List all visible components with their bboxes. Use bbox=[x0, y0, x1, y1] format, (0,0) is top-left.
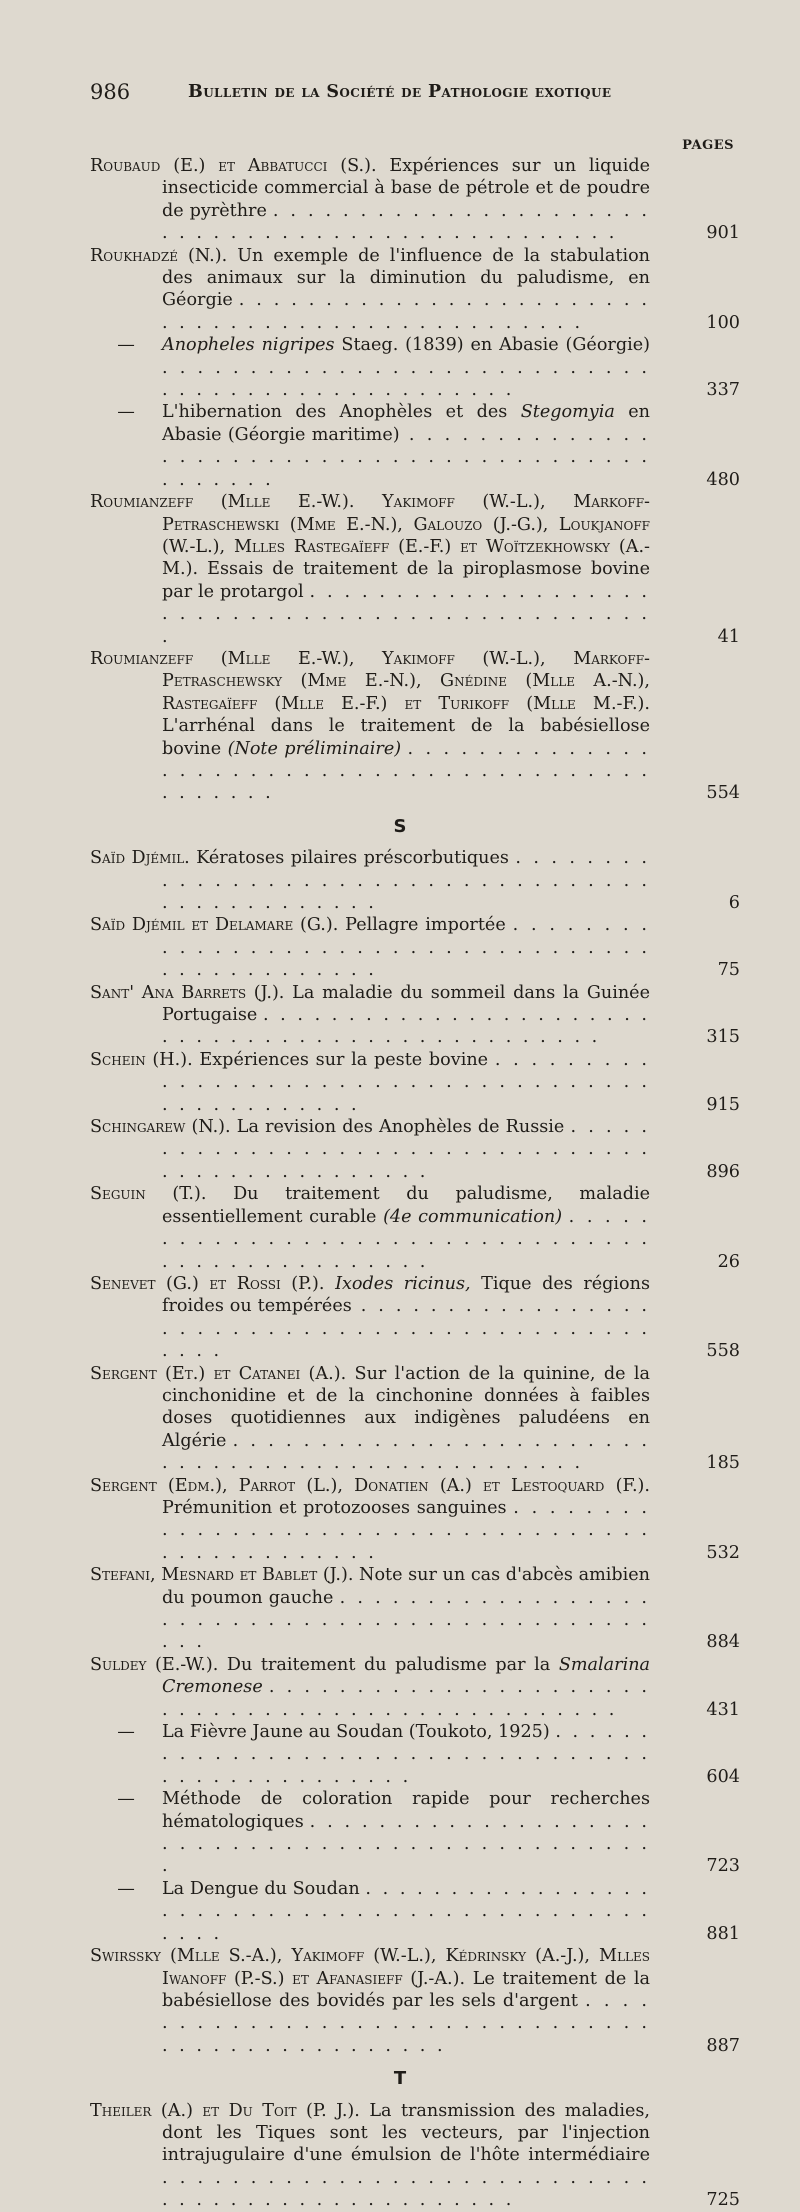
index-entry bbox=[90, 1183, 740, 1273]
entry-authors: Sant' Ana Barrets (J.). bbox=[90, 982, 285, 1003]
entry-title-text: La Dengue du Soudan bbox=[162, 1878, 360, 1899]
entry-title-text: La maladie du sommeil dans la Guinée Portugaise bbox=[162, 982, 650, 1026]
entry-title-suffix: Staeg. (1839) en Abasie (Géorgie) bbox=[341, 335, 650, 356]
entry-authors: Theiler (A.) et Du Toit (P. J.). bbox=[90, 2100, 360, 2121]
pages-column-label: PAGES bbox=[682, 138, 734, 153]
entry-page-number: 915 bbox=[706, 1094, 740, 1115]
entry-title-text: La revision des Anophèles de Russie bbox=[236, 1117, 565, 1138]
entry-title-italic: Stegomyia bbox=[520, 402, 615, 423]
index-entry bbox=[90, 847, 740, 914]
ditto-dash: — bbox=[117, 1878, 135, 1899]
entry-title-text: Pellagre importée bbox=[345, 915, 506, 936]
entry-page-number: 337 bbox=[706, 380, 740, 401]
entry-page-number: 532 bbox=[706, 1542, 740, 1563]
entry-page-number: 6 bbox=[728, 893, 740, 913]
entry-title-text: Essais de traitement de la piroplasmose bovine par le protargol bbox=[162, 559, 650, 602]
entry-title-text: Kératoses pilaires préscorbutiques bbox=[196, 848, 509, 869]
entry-title-italic: (4e communication) bbox=[383, 1206, 563, 1227]
running-head bbox=[90, 80, 740, 114]
entry-authors: Roumianzeff (Mlle E.-W.), Yakimoff (W.-L.), Markoff-Petraschewsky (Mme E.-N.), Gnédine (Mlle A.-N.), Rastegaïeff (Mlle E.-F.) et Turikoff (Mlle M.-F.). bbox=[90, 648, 650, 714]
entry-authors: Suldey (E.-W.). bbox=[90, 1654, 219, 1675]
ditto-dash: — bbox=[117, 1789, 135, 1810]
entry-title-text: Sur l'action de la quinine, de la cinchonidine et de la cinchonine données à faibles doses quotidiennes aux indigènes paludéens en Algérie bbox=[162, 1363, 650, 1451]
entry-title bbox=[162, 1655, 650, 1720]
index-entry bbox=[90, 648, 740, 805]
entry-authors: Roumianzeff (Mlle E.-W.). Yakimoff (W.-L.), Markoff-Petraschewski (Mme E.-N.), Galouzo (J.-G.), Loukjanoff (W.-L.), Mlles Rastegaïeff (E.-F.) et Woïtzekhowsky (A.-M.). bbox=[90, 492, 650, 580]
entry-title-text: Note sur un cas d'abcès amibien du poumon gauche bbox=[162, 1565, 651, 1608]
entry-title-text: Expériences sur un liquide insecticide commercial à base de pétrole et de poudre de pyrèthre bbox=[162, 156, 651, 221]
entry-title bbox=[162, 716, 650, 803]
entry-page-number: 100 bbox=[706, 312, 740, 333]
entry-title-italic: (Note préliminaire) bbox=[227, 738, 402, 759]
index-entry bbox=[90, 1654, 740, 1721]
entry-title bbox=[162, 1879, 650, 1944]
entry-authors: Roubaud (E.) et Abbatucci (S.). bbox=[90, 156, 377, 176]
index-entry bbox=[90, 1273, 740, 1363]
entry-title-text: Le traitement de la babésiellose des bovidés par les sels d'argent bbox=[162, 1968, 650, 2011]
index-entry bbox=[90, 914, 740, 981]
entry-authors: Schingarew (N.). bbox=[90, 1117, 231, 1138]
index-entry bbox=[90, 1475, 740, 1565]
entry-page-number: 41 bbox=[717, 626, 740, 647]
entry-page-number: 884 bbox=[706, 1632, 740, 1653]
entry-page-number: 431 bbox=[706, 1699, 740, 1720]
entry-title-text: L'arrhénal dans le traitement de la babésiellose bovine bbox=[162, 716, 650, 759]
entry-title bbox=[162, 1722, 650, 1787]
entry-title-text: L'hibernation des Anophèles et des bbox=[162, 402, 508, 423]
index-entry bbox=[90, 1564, 740, 1654]
entry-title-text: Expériences sur la peste bovine bbox=[199, 1049, 489, 1070]
entry-page-number: 901 bbox=[706, 223, 740, 244]
entry-title-italic: Anopheles nigripes bbox=[162, 335, 335, 356]
entry-authors: Senevet (G.) et Rossi (P.). bbox=[90, 1273, 325, 1294]
entry-authors: Roukhadzé (N.). bbox=[90, 245, 228, 266]
entry-authors: Sergent (Et.) et Catanei (A.). bbox=[90, 1363, 347, 1384]
entry-title bbox=[162, 559, 650, 646]
page-number: 986 bbox=[90, 80, 131, 104]
index-entry bbox=[90, 1878, 740, 1945]
entry-page-number: 26 bbox=[717, 1251, 740, 1272]
entry-page-number: 185 bbox=[706, 1453, 740, 1474]
index-entry bbox=[90, 155, 740, 245]
section-letter: T bbox=[393, 2068, 407, 2090]
section-letter: S bbox=[393, 815, 407, 837]
entry-title bbox=[162, 246, 650, 333]
entry-authors: Saïd Djémil. bbox=[90, 848, 190, 869]
index-entry bbox=[90, 491, 740, 648]
entry-title bbox=[162, 1050, 650, 1115]
index-entry bbox=[90, 1363, 740, 1475]
entry-title-text: Du traitement du paludisme par la bbox=[226, 1654, 551, 1675]
entry-page-number: 315 bbox=[706, 1027, 740, 1048]
entry-title-text: Prémunition et protozooses sanguines bbox=[162, 1497, 507, 1518]
entry-page-number: 75 bbox=[717, 960, 740, 981]
journal-title: Bulletin de la Société de Pathologie exotique bbox=[188, 82, 612, 102]
entry-title-italic: Ixodes ricinus, bbox=[335, 1273, 471, 1294]
entry-authors: Sergent (Edm.), Parrot (L.), Donatien (A.) et Lestoquard (F.). bbox=[90, 1475, 650, 1496]
entry-page-number: 604 bbox=[706, 1766, 740, 1787]
index-entry bbox=[90, 1721, 740, 1788]
entry-title bbox=[162, 1184, 650, 1271]
entry-title bbox=[162, 402, 650, 489]
entry-title bbox=[162, 1117, 650, 1182]
index-entry bbox=[90, 245, 740, 335]
entry-page-number: 723 bbox=[706, 1856, 740, 1877]
index-entry bbox=[90, 982, 740, 1049]
index-entry bbox=[90, 1116, 740, 1183]
entry-page-number: 480 bbox=[706, 469, 740, 490]
entry-title-text: La Fièvre Jaune au Soudan (Toukoto, 1925) bbox=[162, 1722, 550, 1743]
author-index bbox=[90, 155, 740, 2212]
entry-title-text: Méthode de coloration rapide pour recherches hématologiques bbox=[162, 1789, 650, 1832]
index-entry bbox=[90, 1049, 740, 1116]
entry-authors: Saïd Djémil et Delamare (G.). bbox=[90, 915, 339, 936]
index-entry bbox=[90, 2100, 740, 2212]
ditto-dash: — bbox=[117, 1722, 135, 1743]
entry-authors: Schein (H.). bbox=[90, 1049, 193, 1070]
entry-page-number: 881 bbox=[706, 1923, 740, 1944]
entry-page-number: 887 bbox=[706, 2035, 740, 2056]
ditto-dash: — bbox=[117, 335, 135, 356]
index-entry bbox=[90, 1788, 740, 1878]
entry-authors: Seguin (T.). bbox=[90, 1184, 207, 1205]
entry-title-suffix: en Abasie (Géorgie maritime) bbox=[162, 402, 651, 445]
entry-authors: Stefani, Mesnard et Bablet (J.). bbox=[90, 1565, 354, 1586]
entry-page-number: 896 bbox=[706, 1161, 740, 1182]
entry-authors: Swirssky (Mlle S.-A.), Yakimoff (W.-L.), Kédrinsky (A.-J.), Mlles Iwanoff (P.-S.) et Afanasieff (J.-A.). bbox=[90, 1946, 650, 1989]
entry-title-italic: Smalarina Cremonese bbox=[162, 1654, 651, 1698]
entry-page-number: 558 bbox=[706, 1341, 740, 1362]
entry-page-number: 554 bbox=[706, 783, 740, 804]
entry-page-number: 725 bbox=[706, 2190, 740, 2211]
entry-title bbox=[162, 1789, 650, 1876]
entry-title bbox=[162, 335, 650, 400]
entry-title-suffix: Tique des régions froides ou tempérées bbox=[162, 1273, 651, 1317]
entry-title-text: Du traitement du paludisme, maladie essentiellement curable bbox=[162, 1184, 651, 1227]
entry-title bbox=[162, 1498, 650, 1563]
index-entry bbox=[90, 334, 740, 401]
entry-title-text: La transmission des maladies, dont les Tiques sont les vecteurs, par l'injection intrajugulaire d'une émulsion de l'hôte intermédiaire bbox=[162, 2100, 650, 2166]
index-entry bbox=[90, 401, 740, 491]
index-entry bbox=[90, 1945, 740, 2057]
entry-title-text: Un exemple de l'influence de la stabulation des animaux sur la diminution du paludisme, en Géorgie bbox=[162, 245, 651, 311]
ditto-dash: — bbox=[117, 402, 135, 423]
entry-title bbox=[162, 848, 650, 913]
